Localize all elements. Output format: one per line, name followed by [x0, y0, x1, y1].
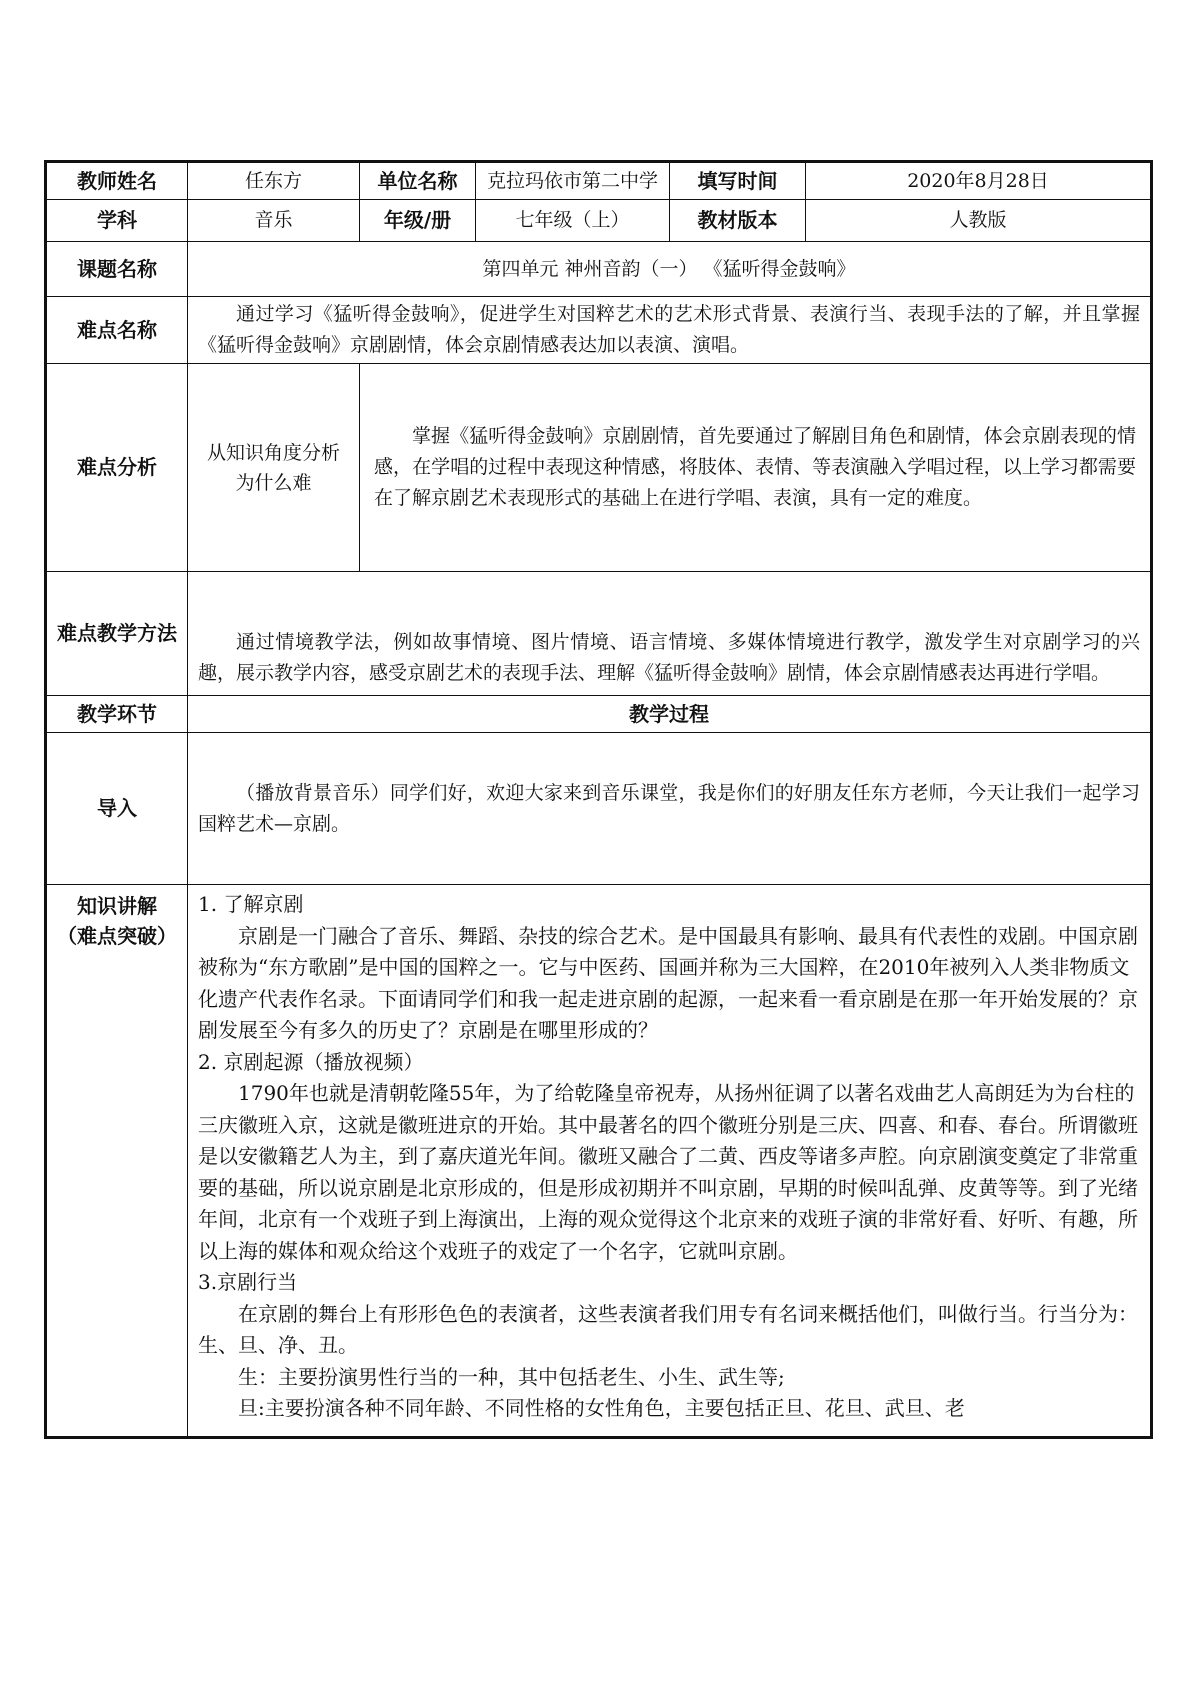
- intro-row: [46, 733, 1152, 885]
- teacher-value: 任东方: [188, 162, 360, 200]
- analysis-label: 难点分析: [46, 364, 188, 572]
- lesson-plan-form: [44, 160, 1150, 1439]
- subject-value: 音乐: [188, 200, 360, 242]
- knowledge-row: [46, 885, 1152, 1438]
- topic-value: 第四单元 神州音韵（一） 《猛听得金鼓响》: [188, 242, 1152, 297]
- topic-label: 课题名称: [46, 242, 188, 297]
- process-header-row: [46, 696, 1152, 733]
- textbook-label: 教材版本: [670, 200, 806, 242]
- header-row-2: [46, 200, 1152, 242]
- analysis-text: 掌握《猛听得金鼓响》京剧剧情，首先要通过了解剧目角色和剧情，体会京剧表现的情感，在学唱的过程中表现这种情感，将肢体、表情、等表演融入学唱过程，以上学习都需要在了解京剧艺术表现形式的基础上在进行学唱、表演，具有一定的难度。: [374, 425, 1136, 509]
- method-label: 难点教学方法: [46, 572, 188, 696]
- section-3-text: 在京剧的舞台上有形形色色的表演者，这些表演者我们用专有名词来概括他们，叫做行当。行当分为：生、旦、净、丑。: [198, 1301, 1138, 1357]
- process-stage-header: 教学环节: [46, 696, 188, 733]
- method-cell: [188, 572, 1152, 696]
- topic-row: [46, 242, 1152, 297]
- difficulty-label: 难点名称: [46, 297, 188, 364]
- section-2-title: 2. 京剧起源（播放视频）: [198, 1049, 424, 1074]
- date-label: 填写时间: [670, 162, 806, 200]
- intro-text: （播放背景音乐）同学们好，欢迎大家来到音乐课堂，我是你们的好朋友任东方老师，今天让我们一起学习国粹艺术—京剧。: [198, 781, 1140, 835]
- grade-value: 七年级（上）: [476, 200, 670, 242]
- analysis-cell: [360, 364, 1152, 572]
- section-1-text: 京剧是一门融合了音乐、舞蹈、杂技的综合艺术。是中国最具有影响、最具有代表性的戏剧。中国京剧被称为“东方歌剧”是中国的国粹之一。它与中医药、国画并称为三大国粹，在2010年被列入人类非物质文化遗产代表作名录。下面请同学们和我一起走进京剧的起源，一起来看一看京剧是在那一年开始发展的？京剧发展至今有多久的历史了？京剧是在哪里形成的？: [198, 923, 1138, 1042]
- difficulty-cell: [188, 297, 1152, 364]
- teacher-label: 教师姓名: [46, 162, 188, 200]
- knowledge-label-line2: （难点突破）: [57, 924, 177, 948]
- section-1-title: 1. 了解京剧: [198, 892, 304, 916]
- unit-value: 克拉玛依市第二中学: [476, 162, 670, 200]
- section-3-sheng: 生：主要扮演男性行当的一种，其中包括老生、小生、武生等;: [238, 1364, 785, 1389]
- section-3-dan: 旦:主要扮演各种不同年龄、不同性格的女性角色，主要包括正旦、花旦、武旦、老: [238, 1396, 965, 1420]
- knowledge-label-cell: [46, 885, 188, 1438]
- knowledge-cell: [188, 885, 1152, 1438]
- header-row-1: [46, 162, 1152, 200]
- subject-label: 学科: [46, 200, 188, 242]
- difficulty-row: [46, 297, 1152, 364]
- analysis-sub-label: 从知识角度分析为什么难: [188, 364, 360, 572]
- knowledge-label-line1: 知识讲解: [77, 894, 157, 918]
- section-3-title: 3.京剧行当: [198, 1270, 298, 1294]
- lesson-plan-table: [44, 160, 1153, 1439]
- grade-label: 年级/册: [360, 200, 476, 242]
- method-row: [46, 572, 1152, 696]
- process-content-header: 教学过程: [188, 696, 1152, 733]
- section-2-text: 1790年也就是清朝乾隆55年，为了给乾隆皇帝祝寿，从扬州征调了以著名戏曲艺人高朗廷为为台柱的三庆徽班入京，这就是徽班进京的开始。其中最著名的四个徽班分别是三庆、四喜、和春、春台。所谓徽班是以安徽籍艺人为主，到了嘉庆道光年间。徽班又融合了二黄、西皮等诸多声腔。向京剧演变奠定了非常重要的基础，所以说京剧是北京形成的，但是形成初期并不叫京剧，早期的时候叫乱弹、皮黄等等。到了光绪年间，北京有一个戏班子到上海演出，上海的观众觉得这个北京来的戏班子演的非常好看、好听、有趣，所以上海的媒体和观众给这个戏班子的戏定了一个名字，它就叫京剧。: [198, 1081, 1138, 1263]
- intro-label: 导入: [46, 733, 188, 885]
- unit-label: 单位名称: [360, 162, 476, 200]
- difficulty-text: 通过学习《猛听得金鼓响》，促进学生对国粹艺术的艺术形式背景、表演行当、表现手法的了解，并且掌握《猛听得金鼓响》京剧剧情，体会京剧情感表达加以表演、演唱。: [198, 303, 1140, 356]
- date-value: 2020年8月28日: [806, 162, 1152, 200]
- method-text: 通过情境教学法，例如故事情境、图片情境、语言情境、多媒体情境进行教学，激发学生对京剧学习的兴趣，展示教学内容，感受京剧艺术的表现手法、理解《猛听得金鼓响》剧情，体会京剧情感表达再进行学唱。: [198, 631, 1140, 684]
- textbook-value: 人教版: [806, 200, 1152, 242]
- analysis-row: [46, 364, 1152, 572]
- intro-cell: [188, 733, 1152, 885]
